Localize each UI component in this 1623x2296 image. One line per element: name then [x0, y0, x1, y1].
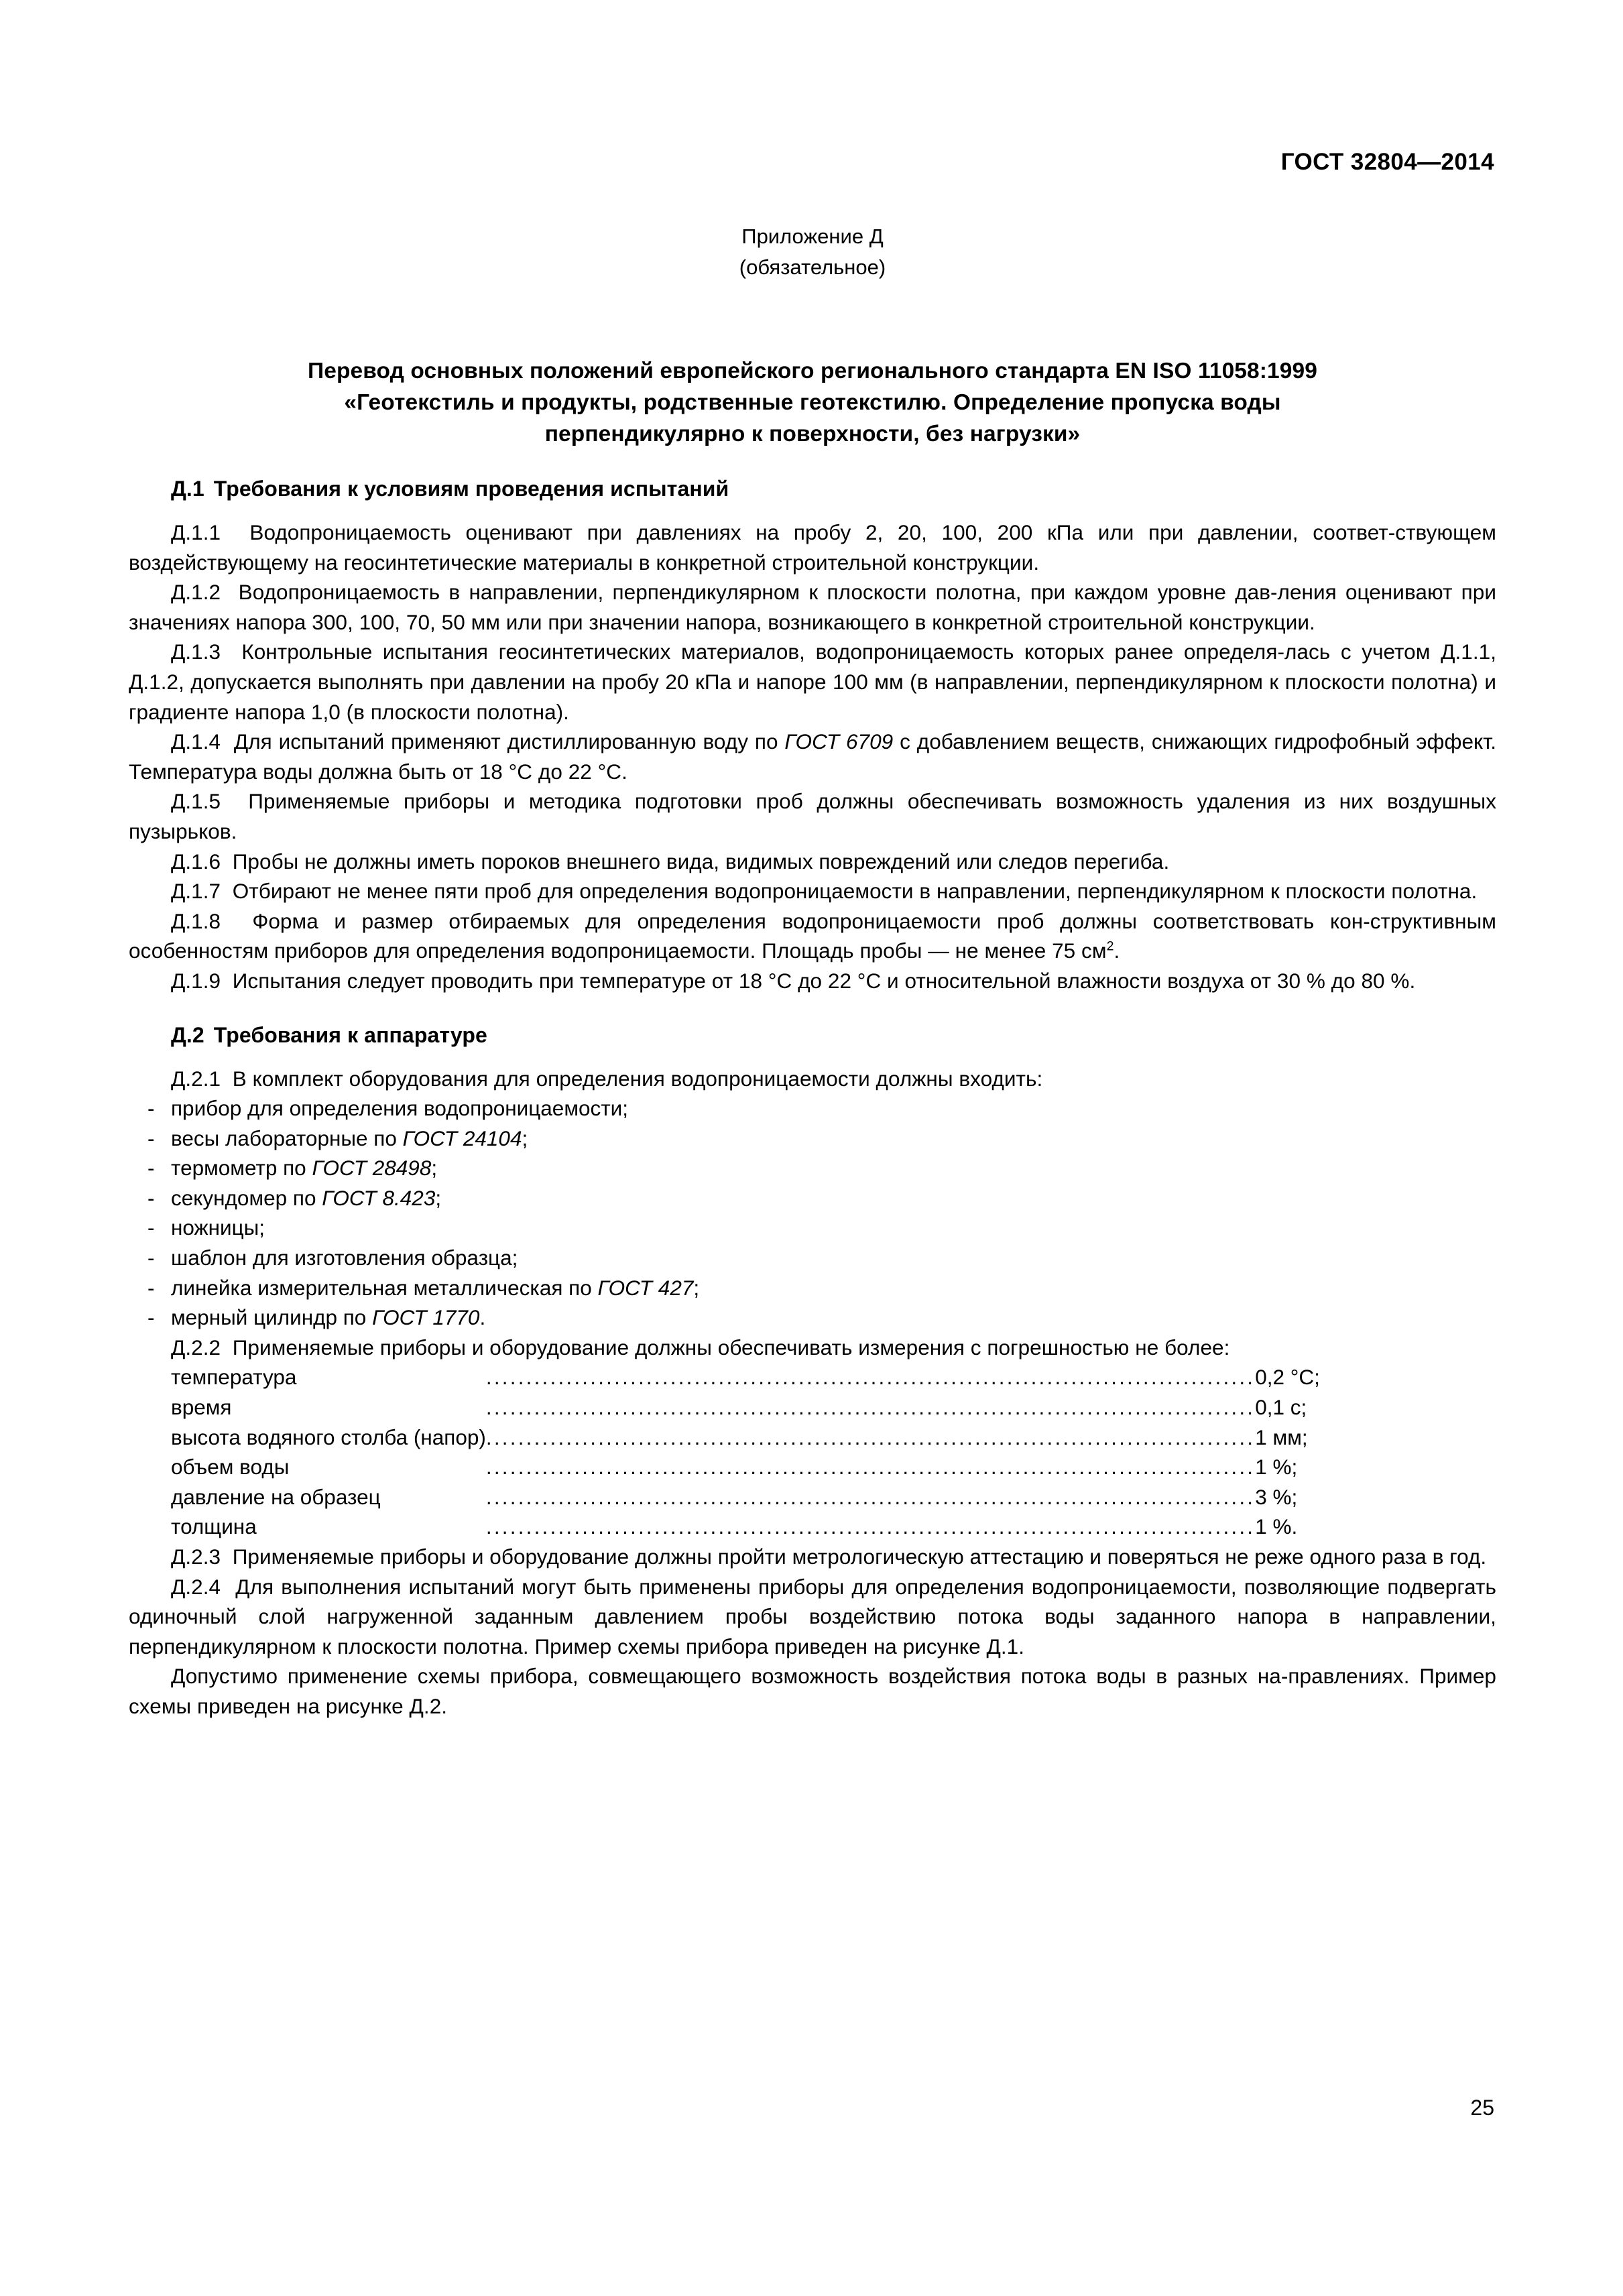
- list-item: [129, 1183, 1496, 1213]
- list-item: [129, 1243, 1496, 1273]
- list-bullet-dash: -: [147, 1275, 155, 1300]
- clause-text-d1-9: Испытания следует проводить при температуре от 18 °С до 22 °С и относительной влажности воздуха от 30 % до 80 %.: [232, 968, 1416, 993]
- dot-leader: ................................................................................................: [485, 1514, 1256, 1539]
- clause-number-d1-2: Д.1.2: [171, 580, 221, 605]
- clause-number-d2-1: Д.2.1: [171, 1066, 221, 1091]
- list-item-suffix: ;: [431, 1156, 438, 1181]
- clause-text-d1-1: Водопроницаемость оценивают при давлениях на пробу 2, 20, 100, 200 кПа или при давлении, соответ-ствующем воздействующему на геосинтетические материалы в конкретной строительной конструкции.: [129, 520, 1496, 575]
- clause-number-d1-4: Д.1.4: [171, 729, 221, 754]
- list-bullet-dash: -: [147, 1096, 155, 1121]
- clause-text-d1-4-part-2: с добавлением веществ, снижающих гидрофобный эффект. Температура воды должна быть от 18 °С до 22 °С.: [129, 729, 1497, 784]
- dot-leader: ................................................................................................: [485, 1365, 1256, 1390]
- accuracy-parameter-label: время: [171, 1395, 232, 1420]
- page-title-line-3: перпендикулярно к поверхности, без нагрузки»: [544, 422, 1081, 446]
- clause-text-d2-1: В комплект оборудования для определения водопроницаемости должны входить:: [232, 1066, 1043, 1091]
- clause-text-d1-8-part-1: Форма и размер отбираемых для определения водопроницаемости проб должны соответствовать кон-структивным особенностям приборов для определения водопроницаемости. Площадь пробы — не менее 75 см: [129, 908, 1496, 963]
- accuracy-table: [171, 1362, 1320, 1542]
- section-heading-d2: [129, 1023, 1496, 1048]
- clause-d2-2: [129, 1333, 1496, 1363]
- list-item-text: прибор для определения водопроницаемости;: [171, 1096, 629, 1121]
- clause-d1-7: [129, 876, 1496, 906]
- accuracy-parameter-value: 1 %;: [1255, 1455, 1298, 1479]
- clause-number-d1-7: Д.1.7: [171, 879, 221, 904]
- clause-text-d1-3: Контрольные испытания геосинтетических материалов, водопроницаемость которых ранее определя-лась с учетом Д.1.1, Д.1.2, допускается выполнять при давлении на пробу 20 кПа и напоре 100 мм (в направлении, перпендикулярном к плоскости полотна) и градиенте напора 1,0 (в плоскости полотна).: [129, 640, 1496, 724]
- equipment-list: [129, 1093, 1496, 1333]
- list-item: [129, 1153, 1496, 1183]
- accuracy-parameter-value: 1 %.: [1255, 1514, 1298, 1539]
- clause-number-d1-6: Д.1.6: [171, 849, 221, 873]
- list-item-text: шаблон для изготовления образца;: [171, 1246, 518, 1270]
- running-header-standard-number: ГОСТ 32804—2014: [1280, 149, 1494, 175]
- table-row: [171, 1423, 1320, 1453]
- page-title: [129, 355, 1496, 450]
- accuracy-parameter-value: 0,1 с;: [1255, 1395, 1307, 1420]
- accuracy-parameter-value: 1 мм;: [1255, 1425, 1308, 1449]
- clause-number-d1-3: Д.1.3: [171, 640, 221, 664]
- clause-number-d1-8: Д.1.8: [171, 908, 221, 933]
- accuracy-parameter-label: объем воды: [171, 1455, 290, 1479]
- clause-text-d2-4: Для выполнения испытаний могут быть применены приборы для определения водопроницаемости, позволяющие подвергать одиночный слой нагруженной заданным давлением пробы воздействию потока воды заданного напора в направлении, перпендикулярном к плоскости полотна. Пример схемы прибора приведен на рисунке Д.1.: [129, 1574, 1496, 1658]
- list-item-suffix: ;: [435, 1185, 442, 1210]
- list-item: [129, 1093, 1496, 1124]
- section-number-d1: Д.1: [171, 477, 204, 501]
- list-item-text: ножницы;: [171, 1215, 265, 1240]
- list-item: [129, 1303, 1496, 1333]
- section-title-d1: Требования к условиям проведения испытаний: [213, 477, 729, 501]
- list-item-text: линейка измерительная металлическая по: [171, 1275, 598, 1300]
- appendix-status: (обязательное): [739, 255, 886, 279]
- list-item-text: секундомер по: [171, 1185, 322, 1210]
- standard-reference: ГОСТ 8.423: [322, 1185, 436, 1210]
- list-item-suffix: ;: [693, 1275, 700, 1300]
- list-bullet-dash: -: [147, 1126, 155, 1150]
- appendix-label: Приложение Д: [741, 225, 884, 248]
- section-heading-d1: [129, 477, 1496, 501]
- table-row: [171, 1452, 1320, 1482]
- clause-d1-3: [129, 637, 1496, 727]
- clause-text-d1-8-part-2: .: [1114, 939, 1120, 963]
- clause-d2-4: [129, 1572, 1496, 1662]
- clause-d1-8: [129, 906, 1496, 966]
- section-title-d2: Требования к аппаратуре: [213, 1022, 487, 1047]
- clause-d1-9: [129, 966, 1496, 996]
- clause-number-d2-4: Д.2.4: [171, 1574, 221, 1599]
- dot-leader: ................................................................................................: [485, 1425, 1256, 1449]
- clause-text-d2-3: Применяемые приборы и оборудование должны пройти метрологическую аттестацию и поверяться не реже одного раза в год.: [232, 1545, 1487, 1569]
- page-content: [129, 221, 1496, 1721]
- list-item-text: термометр по: [171, 1156, 312, 1181]
- section-number-d2: Д.2: [171, 1022, 204, 1047]
- accuracy-parameter-value: 0,2 °С;: [1255, 1365, 1320, 1390]
- dot-leader: ................................................................................................: [485, 1455, 1256, 1479]
- standard-reference: ГОСТ 24104: [402, 1126, 522, 1150]
- table-row: [171, 1392, 1320, 1423]
- page-title-line-2: «Геотекстиль и продукты, родственные геотекстилю. Определение пропуска воды: [344, 390, 1281, 415]
- table-row: [171, 1482, 1320, 1512]
- clause-number-d1-9: Д.1.9: [171, 968, 221, 993]
- standard-reference: ГОСТ 1770: [372, 1305, 480, 1330]
- list-item-suffix: ;: [522, 1126, 528, 1150]
- list-bullet-dash: -: [147, 1305, 155, 1330]
- standard-reference: ГОСТ 427: [597, 1275, 694, 1300]
- standard-reference: ГОСТ 28498: [312, 1156, 432, 1181]
- clause-number-d1-1: Д.1.1: [171, 520, 221, 544]
- clause-number-d1-5: Д.1.5: [171, 789, 221, 814]
- clause-d1-4: [129, 727, 1496, 786]
- standard-reference-gost-6709: ГОСТ 6709: [784, 729, 894, 754]
- list-item: [129, 1273, 1496, 1303]
- clause-final-paragraph: Допустимо применение схемы прибора, совмещающего возможность воздействия потока воды в разных на-правлениях. Пример схемы приведен на рисунке Д.2.: [129, 1664, 1496, 1718]
- list-item-text: мерный цилиндр по: [171, 1305, 373, 1330]
- superscript-square: 2: [1106, 939, 1114, 954]
- clause-d1-6: [129, 847, 1496, 877]
- dot-leader: ................................................................................................: [485, 1395, 1256, 1420]
- clause-text-d1-6: Пробы не должны иметь пороков внешнего вида, видимых повреждений или следов перегиба.: [232, 849, 1170, 873]
- list-bullet-dash: -: [147, 1156, 155, 1181]
- clause-d1-2: [129, 577, 1496, 637]
- clause-d2-3: [129, 1542, 1496, 1572]
- accuracy-parameter-label: температура: [171, 1365, 297, 1390]
- accuracy-parameter-label: высота водяного столба (напор): [171, 1425, 486, 1449]
- list-item-suffix: .: [479, 1305, 486, 1330]
- dot-leader: ................................................................................................: [485, 1484, 1256, 1509]
- clause-d1-1: [129, 518, 1496, 577]
- accuracy-parameter-label: толщина: [171, 1514, 257, 1539]
- table-row: [171, 1512, 1320, 1542]
- clause-text-d1-5: Применяемые приборы и методика подготовки проб должны обеспечивать возможность удаления из них воздушных пузырьков.: [129, 789, 1496, 843]
- clause-text-d2-2: Применяемые приборы и оборудование должны обеспечивать измерения с погрешностью не более:: [232, 1335, 1230, 1360]
- list-item: [129, 1124, 1496, 1154]
- list-item-text: весы лабораторные по: [171, 1126, 403, 1150]
- clause-d1-5: [129, 786, 1496, 846]
- list-item: [129, 1213, 1496, 1243]
- appendix-designation: [129, 221, 1496, 283]
- list-bullet-dash: -: [147, 1185, 155, 1210]
- page-title-line-1: Перевод основных положений европейского регионального стандарта EN ISO 11058:1999: [308, 359, 1317, 383]
- clause-text-d1-7: Отбирают не менее пяти проб для определения водопроницаемости в направлении, перпендикулярном к плоскости полотна.: [232, 879, 1478, 904]
- table-row: [171, 1362, 1320, 1392]
- clause-text-d1-4-part-1: Для испытаний применяют дистиллированную воду по: [233, 729, 785, 754]
- page-number: 25: [1470, 2096, 1494, 2120]
- accuracy-parameter-label: давление на образец: [171, 1484, 381, 1509]
- clause-number-d2-2: Д.2.2: [171, 1335, 221, 1360]
- clause-number-d2-3: Д.2.3: [171, 1545, 221, 1569]
- clause-d2-1: [129, 1064, 1496, 1094]
- accuracy-parameter-value: 3 %;: [1255, 1484, 1298, 1509]
- list-bullet-dash: -: [147, 1246, 155, 1270]
- clause-text-d1-2: Водопроницаемость в направлении, перпендикулярном к плоскости полотна, при каждом уровне дав-ления оценивают при значениях напора 300, 100, 70, 50 мм или при значении напора, возникающего в конкретной строительной конструкции.: [129, 580, 1496, 634]
- list-bullet-dash: -: [147, 1215, 155, 1240]
